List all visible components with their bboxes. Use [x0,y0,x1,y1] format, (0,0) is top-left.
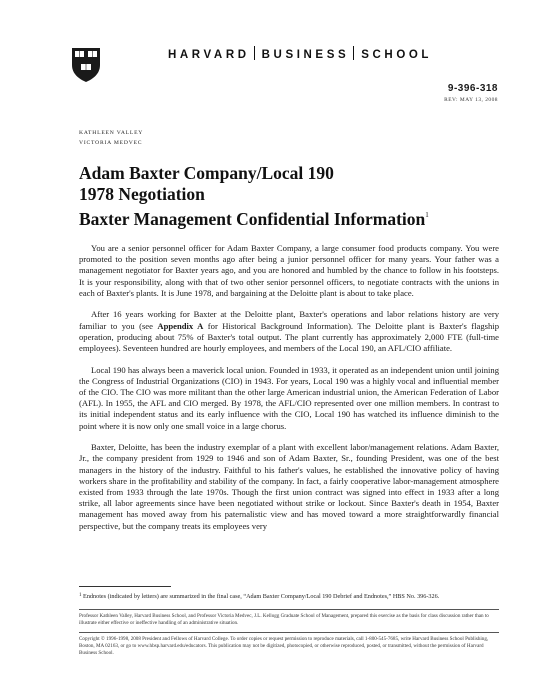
title-line-3 [79,205,429,230]
paragraph: You are a senior personnel officer for Adam Baxter Company, a large consumer food products company. You were promoted to the position seven months ago after being a junior personnel officer for many years. Your father was a management negotiator for Baxter years ago, and you are honored and humbled by the chance to follow in his footsteps. It is your responsibility, along with that of two other senior personnel officers, to negotiate contracts with the unions in each of Baxter's plants. It is June 1978, and bargaining at the Deloitte plant is about to take place. [79,243,499,298]
paragraph: Baxter, Deloitte, has been the industry exemplar of a plant with excellent labor/management relations. Adam Baxter, Jr., the company president from 1929 to 1946 and son of Adam Baxter, Sr., founding President, was one of the best managers in the history of the industry. Faithful to his father's values, he established the innovative policy of having workers share in the profitability and stability of the company. In fact, a fairly cooperative labor-management atmosphere existed from 1933 through the late 1970s. Though the first union contract was signed into effect in 1933 after a long strike, all labor agreements since have been negotiated without strike or lockout. Since Baxter's death in 1954, Baxter management has moved away from his paternalistic view and has moved toward a more straightforwardly financial perspective, but the company treats its employees very [79,442,499,531]
divider [79,632,499,633]
footnote-divider [79,586,171,587]
prepared-by-note: Professor Kathleen Valley, Harvard Business School, and Professor Victoria Medvec, J.L. Kellogg Graduate School of Management, prepared this exercise as the basis for class discussion rather than to illustrate either effective or ineffective handling of an administrative situation. [79,613,489,626]
brand-word-business: BUSINESS [261,49,350,61]
case-title [79,163,429,230]
brand-word-school: SCHOOL [361,49,433,61]
author-name: KATHLEEN VALLEY [79,130,144,136]
author-list [79,128,143,148]
title-line-1: Adam Baxter Company/Local 190 [79,163,334,183]
brand-separator [353,46,354,60]
divider [79,609,499,610]
paragraph-text: After 16 years working for Baxter at the Deloitte plant, Baxter's operations and labor relations history are very familiar to you (see [79,309,499,331]
paragraph-text: for Historical Background Information). The Deloitte plant is Baxter's flagship operation, producing about 75% of Baxter's total output. The plant currently has approximately 2,000 FTE (full-time employees). Seventeen hundred are hourly employees, and members of the Local 190, an AFL/CIO affiliate. [79,320,499,353]
harvard-shield-icon [71,47,101,83]
author-name: VICTORIA MEDVEC [79,140,143,146]
brand-separator [254,46,255,60]
paragraph: Local 190 has always been a maverick local union. Founded in 1933, it operated as an independent union until joining the Congress of Industrial Organizations (CIO) in 1943. For years, Local 190 was a highly vocal and influential member of the CIO. The CIO was more militant than the other large American industrial union, the American Federation of Labor (AFL). In 1955, the AFL and CIO merged. By 1978, the AFL/CIO represented over one million members. In contrast to its initial independent status and its early influence with the CIO, Local 190 has watched its influence diminish to the point where it is now only one small voice in a large chorus. [79,364,499,431]
brand-word-harvard: HARVARD [168,49,250,61]
footnote [79,592,499,601]
school-wordmark [168,46,498,61]
copyright-notice: Copyright © 1996-1998, 2008 President and Fellows of Harvard College. To order copies or request permission to reproduce materials, call 1-800-545-7685, write Harvard Business School Publishing, Boston, MA 02163, or go to www.hbsp.harvard.edu/educators. This publication may not be digitized, photocopied, or otherwise reproduced, posted, or transmitted, without the permission of Harvard Business School. [79,636,489,656]
footnote-text: Endnotes (indicated by letters) are summarized in the final case, “Adam Baxter Company/Local 190 Debrief and Endnotes,” HBS No. 396-326. [83,593,440,600]
title-footnote-mark: 1 [425,211,429,219]
paragraph [79,309,499,354]
title-line-3-text: Baxter Management Confidential Information [79,209,426,229]
title-line-2: 1978 Negotiation [79,184,205,204]
case-body [79,243,499,542]
revision-date: REV: MAY 13, 2008 [444,97,498,103]
document-number: 9-396-318 [447,83,498,94]
footnote-mark: 1 [79,593,82,598]
appendix-reference: Appendix A [157,320,204,331]
